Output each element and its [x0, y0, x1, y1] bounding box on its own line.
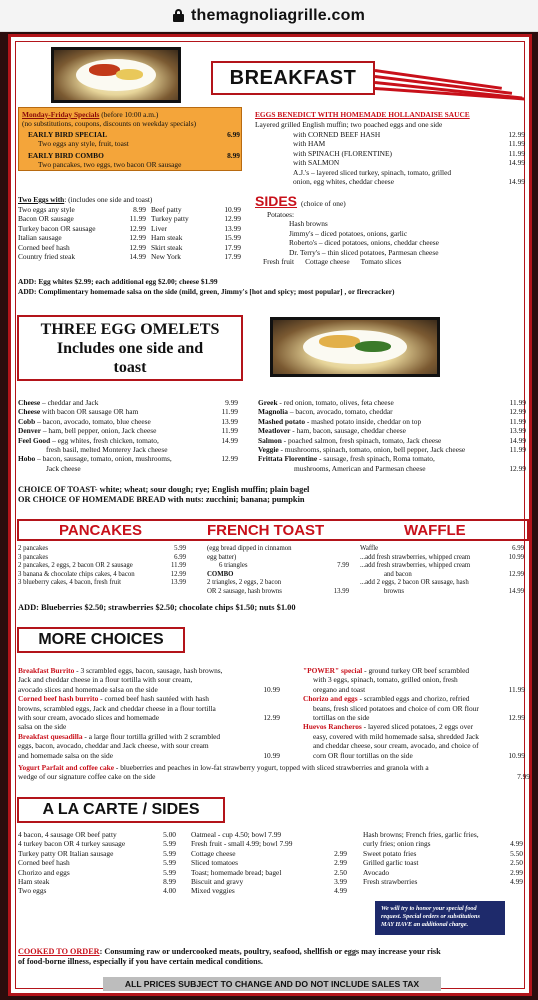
yogurt-parfait-item: Yogurt Parfait and coffee cake - blueberries and peaches in low-fat strawberry yogurt, topped with sliced strawberries and granola with a wedge of our signature coffee cake on the side 7.99 — [18, 763, 530, 782]
menu-page — [8, 34, 532, 996]
more-item: Breakfast quesadilla - a large flour tortilla grilled with 2 scrambled eggs, bacon, avocado, cheddar and Jack cheese, with sour cream and homemade salsa on the side 10.99 — [18, 731, 280, 760]
menu-item: 2 pancakes, 2 eggs, 2 bacon OR 2 sausage 11.99 — [18, 562, 186, 570]
weekday-specials-box — [18, 107, 242, 171]
carte-col-3 — [363, 830, 523, 886]
menu-item: 3 banana & chocolate chips cakes, 4 bacon 12.99 — [18, 570, 186, 578]
sides-list: Potatoes: Hash browns Jimmy's – diced potatoes, onions, garlic Roberto's – diced potatoes, onions, cheddar cheese Dr. Terry's – thin sliced potatoes, Parmesan cheese Fresh fruit Cottage cheese Tomato slices — [267, 210, 517, 266]
carte-col-2 — [191, 830, 347, 896]
menu-item: 2 triangles, 2 eggs, 2 bacon — [207, 579, 282, 587]
breakfast-add-1: ADD: Egg whites $2.99; each additional egg $2.00; cheese $1.99 — [18, 277, 218, 286]
breakfast-add-2: ADD: Complimentary homemade salsa on the side (mild, green, Jimmy's [hot and spicy; most popular] , or firecracker) — [18, 287, 395, 296]
menu-item: Chorizo and eggs 5.99 — [18, 867, 176, 877]
more-right-list — [303, 666, 525, 760]
omelet-item: Feel Good – egg whites, fresh chicken, tomato, 14.99 — [18, 435, 238, 445]
carte-col-1 — [18, 830, 176, 896]
menu-item: Waffle 6.99 — [360, 545, 524, 552]
menu-item: Turkey patty 12.99 — [151, 214, 241, 224]
menu-item: Fresh strawberries 4.99 — [363, 877, 523, 887]
specials-heading-note: (before 10:00 a.m.) — [101, 110, 159, 119]
lock-icon — [173, 9, 184, 22]
pancakes-list — [18, 545, 186, 588]
menu-item: Beef patty 10.99 — [151, 205, 241, 214]
two-eggs-left-list — [18, 205, 146, 261]
toast-choice: CHOICE OF TOAST- white; wheat; sour dough; rye; English muffin; plain bagel OR CHOICE OF HOMEMADE BREAD with nuts: zucchini; banana; pumpkin — [18, 485, 310, 505]
menu-item: curly fries; onion rings 4.99 — [363, 839, 523, 849]
more-choices-title: MORE CHOICES — [38, 631, 164, 648]
menu-item: with SALMON 14.99 — [293, 158, 525, 168]
menu-item: with CORNED BEEF HASH 12.99 — [293, 130, 525, 139]
menu-item: Two eggs 4.00 — [18, 886, 176, 896]
omelet-item: Mashed potato - mashed potato inside, cheddar on top 11.99 — [258, 416, 526, 426]
menu-item: with HAM 11.99 — [293, 139, 525, 149]
more-choices-banner — [17, 627, 185, 653]
menu-item: and bacon 12.99 — [384, 570, 524, 578]
omelet-photo — [270, 317, 440, 377]
waffle-list — [360, 545, 524, 597]
omelet-item: Veggie - mushrooms, spinach, tomato, onion, bell pepper, Jack cheese 11.99 — [258, 445, 526, 455]
menu-item: Toast; homemade bread; bagel 2.50 — [191, 867, 347, 877]
menu-item: Turkey bacon OR sausage 12.99 — [18, 223, 146, 233]
url-text[interactable]: themagnoliagrille.com — [190, 6, 365, 24]
address-bar[interactable] — [0, 0, 538, 32]
menu-item: ...add 2 eggs, 2 bacon OR sausage, hash — [360, 579, 469, 587]
menu-item: ...add fresh strawberries, whipped cream 10.99 — [360, 553, 524, 561]
omelet-item: Hobo – bacon, sausage, tomato, onion, mushrooms, 12.99 — [18, 454, 238, 464]
menu-item: Ham steak 8.99 — [18, 877, 176, 887]
menu-item: Biscuit and gravy 3.99 — [191, 877, 347, 887]
two-eggs-heading: Two Eggs with: (includes one side and toast) — [18, 195, 153, 204]
side-item: Jimmy's – diced potatoes, onions, garlic — [289, 228, 408, 238]
more-item: Huevos Rancheros - layered sliced potatoes, 2 eggs over easy, covered with mild homemade salsa, shredded Jack and cheddar cheese, sour cream, avocado, and choice of corn OR flour tortillas on the side 10.99 — [303, 722, 525, 760]
menu-item: 4 bacon, 4 sausage OR beef patty 5.00 — [18, 830, 176, 839]
special-item: EARLY BIRD COMBO 8.99 Two pancakes, two eggs, two bacon OR sausage — [28, 151, 240, 170]
menu-item: Corned beef hash 12.99 — [18, 242, 146, 252]
specials-note: (no substitutions, coupons, discounts on weekday specials) — [22, 119, 197, 128]
more-item: Chorizo and eggs - scrambled eggs and chorizo, refried beans, fresh sliced potatoes and choice of corn OR flour tortillas on the side 12.99 — [303, 694, 525, 723]
menu-item: 2 pancakes 5.99 — [18, 545, 186, 552]
side-item: Hash browns — [289, 219, 328, 229]
more-item: "POWER" special - ground turkey OR beef scrambled with 3 eggs, spinach, tomato, grilled onion, fresh oregano and toast 11.99 — [303, 666, 525, 694]
cooked-to-order-notice: COOKED TO ORDER: Consuming raw or undercooked meats, poultry, seafood, shellfish or eggs may increase your risk of food-borne illness, especially if you have certain medical conditions. — [18, 947, 441, 967]
a-la-carte-title: A LA CARTE / SIDES — [42, 801, 200, 818]
omelet-item: Greek - red onion, tomato, olives, feta cheese 11.99 — [258, 398, 526, 407]
more-item: Corned beef hash burrito - corned beef hash sautéed with hash browns, scrambled eggs, Jack and cheddar cheese in a flour tortilla with sour cream, avocado slices and homemade 12.99 salsa on the side — [18, 694, 280, 732]
french-toast-title: FRENCH TOAST — [207, 522, 325, 539]
menu-item: Country fried steak 14.99 — [18, 252, 146, 262]
menu-item: A.J.'s – layered sliced turkey, spinach, tomato, grilled — [293, 167, 452, 177]
menu-item: New York 17.99 — [151, 252, 241, 262]
omelet-item: Cobb – bacon, avocado, tomato, blue cheese 13.99 — [18, 416, 238, 426]
omelets-subtitle: toast — [113, 358, 147, 376]
menu-item: Sweet potato fries 5.50 — [363, 848, 523, 858]
sides-heading: SIDES (choice of one) — [255, 193, 346, 209]
breakfast-title: BREAKFAST — [229, 66, 357, 89]
more-item: Breakfast Burrito - 3 scrambled eggs, bacon, sausage, hash browns, Jack and cheddar cheese in a flour tortilla with sour cream, avocado slices and homemade salsa on the side 10.99 — [18, 666, 280, 694]
breakfast-banner — [211, 61, 375, 95]
griddle-add: ADD: Blueberries $2.50; strawberries $2.50; chocolate chips $1.50; nuts $1.00 — [18, 603, 296, 612]
menu-item: Italian sausage 12.99 — [18, 233, 146, 243]
menu-item: Liver 13.99 — [151, 223, 241, 233]
menu-item: Two eggs any style 8.99 — [18, 205, 146, 214]
french-toast-list: (egg bread dipped in cinnamon egg batter) 6 triangles 7.99 COMBO 2 triangles, 2 eggs, 2 bacon OR 2 sausage, hash browns 13.99 — [207, 545, 349, 595]
specials-heading: Monday-Friday Specials — [22, 110, 100, 119]
special-item: EARLY BIRD SPECIAL 6.99 Two eggs any style, fruit, toast — [28, 130, 240, 149]
side-item: Roberto's – diced potatoes, onions, cheddar cheese — [289, 238, 439, 248]
prices-disclaimer: ALL PRICES SUBJECT TO CHANGE AND DO NOT INCLUDE SALES TAX — [103, 977, 441, 991]
menu-item: 3 blueberry cakes, 4 bacon, fresh fruit 13.99 — [18, 579, 186, 587]
menu-item: onion, egg whites, cheddar cheese 14.99 — [293, 177, 525, 187]
omelet-item: Salmon - poached salmon, fresh spinach, tomato, Jack cheese 14.99 — [258, 435, 526, 445]
benedict-intro: Layered grilled English muffin; two poached eggs and one side — [255, 120, 443, 129]
menu-item: Avocado 2.99 — [363, 867, 523, 877]
menu-item: Oatmeal - cup 4.50; bowl 7.99 — [191, 830, 282, 839]
pancakes-title: PANCAKES — [59, 522, 143, 539]
omelet-item: Magnolia – bacon, avocado, tomato, cheddar 12.99 — [258, 407, 526, 417]
a-la-carte-banner — [17, 797, 225, 823]
menu-item: browns 14.99 — [384, 587, 524, 595]
omelet-item: Frittata Florentine - sausage, fresh spinach, Roma tomato, — [258, 454, 435, 464]
menu-item: Sliced tomatoes 2.99 — [191, 858, 347, 868]
two-eggs-right-list — [151, 205, 241, 261]
benedict-list — [293, 130, 525, 186]
omelets-left-list: Cheese – cheddar and Jack 9.99 Cheese with bacon OR sausage OR ham 11.99 Cobb – bacon, avocado, tomato, blue cheese 13.99 Denver – ham, bell pepper, onion, Jack cheese 11.99 Feel Good – egg whites, fresh chicken, tomato, 14.99 fresh basil, melted Monterey Jack cheese Hobo – bacon, sausage, tomato, onion, mushrooms, 12.99 Jack cheese — [18, 398, 238, 473]
menu-item: 6 triangles 7.99 — [219, 562, 349, 570]
breakfast-photo — [51, 47, 181, 103]
menu-item: Mixed veggies 4.99 — [191, 886, 347, 896]
menu-item: Hash browns; French fries, garlic fries, — [363, 830, 479, 839]
omelets-right-list: Greek - red onion, tomato, olives, feta cheese 11.99 Magnolia – bacon, avocado, tomato, cheddar 12.99 Mashed potato - mashed potato inside, cheddar on top 11.99 Meatlover - ham, bacon, sausage, cheddar cheese 13.99 Salmon - poached salmon, fresh spinach, tomato, Jack cheese 14.99 Veggie - mushrooms, spinach, tomato, onion, bell pepper, Jack cheese 11.99 Frittata Florentine - sausage, fresh spinach, Roma tomato, mushrooms, American and Parmesan cheese 12.99 — [258, 398, 526, 473]
menu-item: Ham steak 15.99 — [151, 233, 241, 243]
omelet-item: Cheese with bacon OR sausage OR ham 11.99 — [18, 407, 238, 417]
omelets-title: THREE EGG OMELETS — [40, 320, 220, 338]
omelets-subtitle: Includes one side and — [56, 339, 204, 357]
omelet-item: Cheese – cheddar and Jack 9.99 — [18, 398, 238, 407]
menu-item: 4 turkey bacon OR 4 turkey sausage 5.99 — [18, 839, 176, 849]
menu-item: Grilled garlic toast 2.50 — [363, 858, 523, 868]
menu-item: COMBO — [207, 570, 234, 578]
menu-item: Skirt steak 17.99 — [151, 242, 241, 252]
menu-item: Corned beef hash 5.99 — [18, 858, 176, 868]
menu-item: Bacon OR sausage 11.99 — [18, 214, 146, 224]
side-item: Dr. Terry's – thin sliced potatoes, Parmesan cheese — [289, 247, 439, 257]
menu-item: Fresh fruit - small 4.99; bowl 7.99 — [191, 839, 293, 849]
benedict-heading: EGGS BENEDICT WITH HOMEMADE HOLLANDAISE SAUCE — [255, 110, 470, 119]
menu-item: with SPINACH (FLORENTINE) 11.99 — [293, 148, 525, 158]
menu-item: Turkey patty OR Italian sausage 5.99 — [18, 848, 176, 858]
special-request-note: We will try to honor your special food request. Special orders or substitutions MAY HAVE an additional charge. — [375, 901, 505, 935]
omelet-item: Meatlover - ham, bacon, sausage, cheddar cheese 13.99 — [258, 426, 526, 436]
menu-item: OR 2 sausage, hash browns 13.99 — [207, 587, 349, 595]
waffle-title: WAFFLE — [404, 522, 466, 539]
more-left-list — [18, 666, 280, 760]
omelet-item: Denver – ham, bell pepper, onion, Jack cheese 11.99 — [18, 426, 238, 436]
side-item: Fresh fruit Cottage cheese Tomato slices — [263, 257, 402, 267]
menu-item: Cottage cheese 2.99 — [191, 848, 347, 858]
menu-item: ...add fresh strawberries, whipped cream — [360, 562, 471, 570]
menu-item: 3 pancakes 6.99 — [18, 553, 186, 561]
omelets-banner — [17, 315, 243, 381]
